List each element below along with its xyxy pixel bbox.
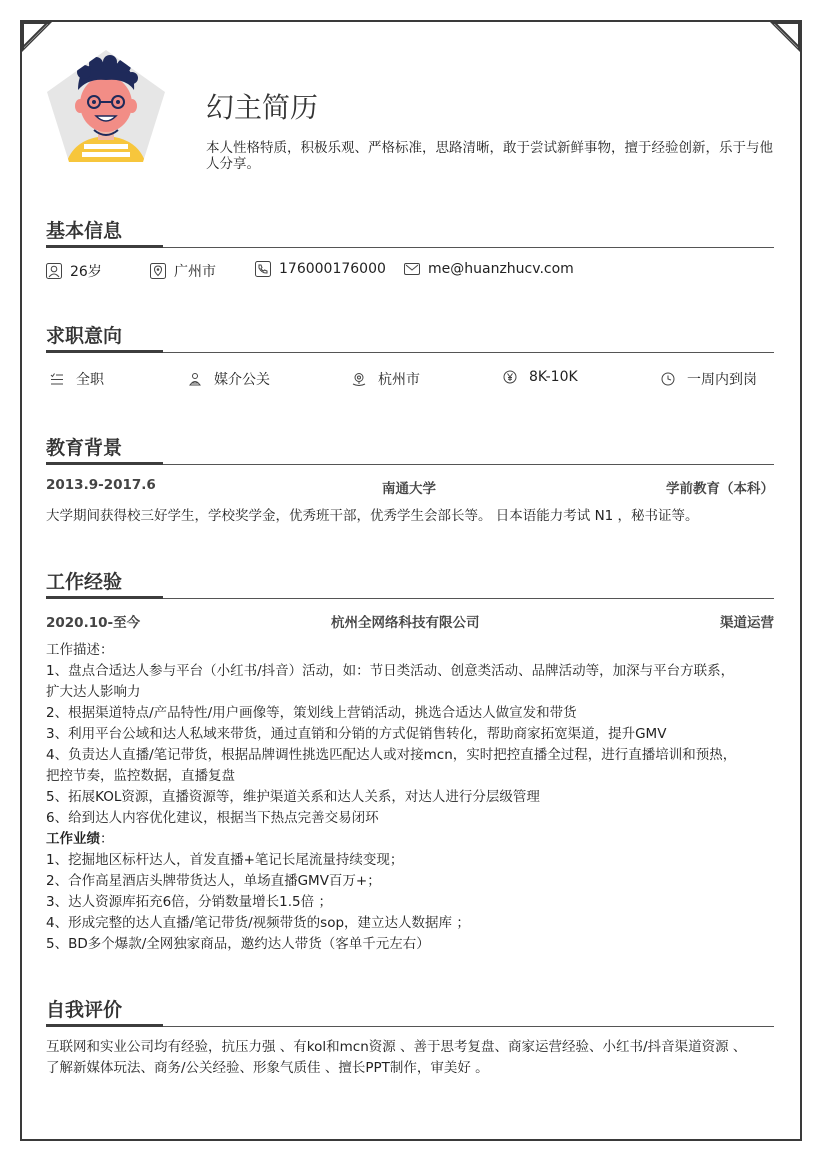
intent-salary [503,369,578,385]
basic-age [46,261,102,281]
clock-icon [661,372,675,386]
intro-text: 本人性格特质，积极乐观、严格标准，思路清晰，敢于尝试新鲜事物，擅于经验创新，乐于与他人分享。 [206,140,773,172]
achievement-line: 2、合作高星酒店头牌带货达人，单场直播GMV百万+； [46,873,381,889]
phone-text: 176000176000 [279,261,386,277]
intent-city [352,369,420,389]
self-line: 了解新媒体玩法、商务/公关经验、形象气质佳 、擅长PPT制作，审美好 。 [46,1060,489,1076]
achievement-line: 1、挖掘地区标杆达人，首发直播+笔记长尾流量持续变现； [46,852,404,868]
list-icon [50,372,64,386]
self-evaluation [46,1037,776,1079]
intent-city-text: 杭州市 [378,372,420,388]
basic-city [150,261,216,281]
section-title-basic: 基本信息 [46,220,123,242]
page-frame [20,20,802,1141]
achievement-label: 工作业绩： [46,831,114,847]
work-line: 把控节奏，监控数据，直播复盘 [46,768,235,784]
avatar [44,48,168,164]
achievement-line: 5、BD多个爆款/全网独家商品，邀约达人带货（客单千元左右） [46,936,430,952]
intent-industry [188,369,270,389]
work-line: 2、根据渠道特点/产品特性/用户画像等，策划线上营销活动，挑选合适达人做宣发和带货 [46,705,577,721]
section-title-work: 工作经验 [46,571,123,593]
intent-type [50,369,104,389]
section-title-intent: 求职意向 [46,325,123,347]
work-desc-label: 工作描述： [46,642,114,658]
mail-icon [404,261,420,277]
section-rule [46,1026,774,1027]
work-line: 扩大达人影响力 [46,684,141,700]
achievement-line: 3、达人资源库拓充6倍，分销数量增长1.5倍 ； [46,894,332,910]
education-school: 南通大学 [382,481,436,497]
education-major: 学前教育（本科） [666,481,774,497]
section-rule [46,352,774,353]
person-icon [188,372,202,386]
work-position: 渠道运营 [720,615,774,631]
resume-name: 幻主简历 [206,91,319,124]
work-line: 1、盘点合适达人参与平台（小红书/抖音）活动，如：节日类活动、创意类活动、品牌活动等，加深与平台方联系， [46,663,735,679]
industry-text: 媒介公关 [214,372,270,388]
section-title-self: 自我评价 [46,999,123,1021]
work-line: 4、负责达人直播/笔记带货，根据品牌调性挑选匹配达人或对接mcn，实时把控直播全过程，进行直播培训和预热， [46,747,737,763]
basic-phone [255,261,386,277]
work-line: 5、拓展KOL资源，直播资源等，维护渠道关系和达人关系，对达人进行分层级管理 [46,789,540,805]
job-type-text: 全职 [76,372,104,388]
age-text: 26岁 [70,264,102,280]
section-rule [46,247,774,248]
city-text: 广州市 [174,264,216,280]
work-company: 杭州全网络科技有限公司 [331,615,480,631]
education-period: 2013.9-2017.6 [46,477,156,493]
achievement-line: 4、形成完整的达人直播/笔记带货/视频带货的sop，建立达人数据库 ； [46,915,470,931]
email-text: me@huanzhucv.com [428,261,574,277]
education-desc: 大学期间获得校三好学生，学校奖学金，优秀班干部，优秀学生会部长等。 日本语能力考试 N1 ，秘书证等。 [46,508,699,524]
work-period: 2020.10-至今 [46,615,141,631]
user-icon [46,263,62,279]
corner-ornament-right [768,20,802,54]
work-description [46,640,776,955]
work-line: 3、利用平台公域和达人私域来带货，通过直销和分销的方式促销售转化，帮助商家拓宽渠道，提升GMV [46,726,667,742]
work-line: 6、给到达人内容优化建议，根据当下热点完善交易闭环 [46,810,379,826]
intent-availability [661,369,757,389]
section-title-education: 教育背景 [46,437,123,459]
basic-email [404,261,574,277]
self-line: 互联网和实业公司均有经验，抗压力强 、有kol和mcn资源 、善于思考复盘、商家运营经验、小红书/抖音渠道资源 、 [46,1039,747,1055]
section-rule [46,598,774,599]
location-pin-icon [352,372,366,386]
phone-icon [255,261,271,277]
availability-text: 一周内到岗 [687,372,757,388]
location-icon [150,263,166,279]
yen-icon [503,370,517,384]
section-rule [46,464,774,465]
salary-text: 8K-10K [529,369,578,385]
